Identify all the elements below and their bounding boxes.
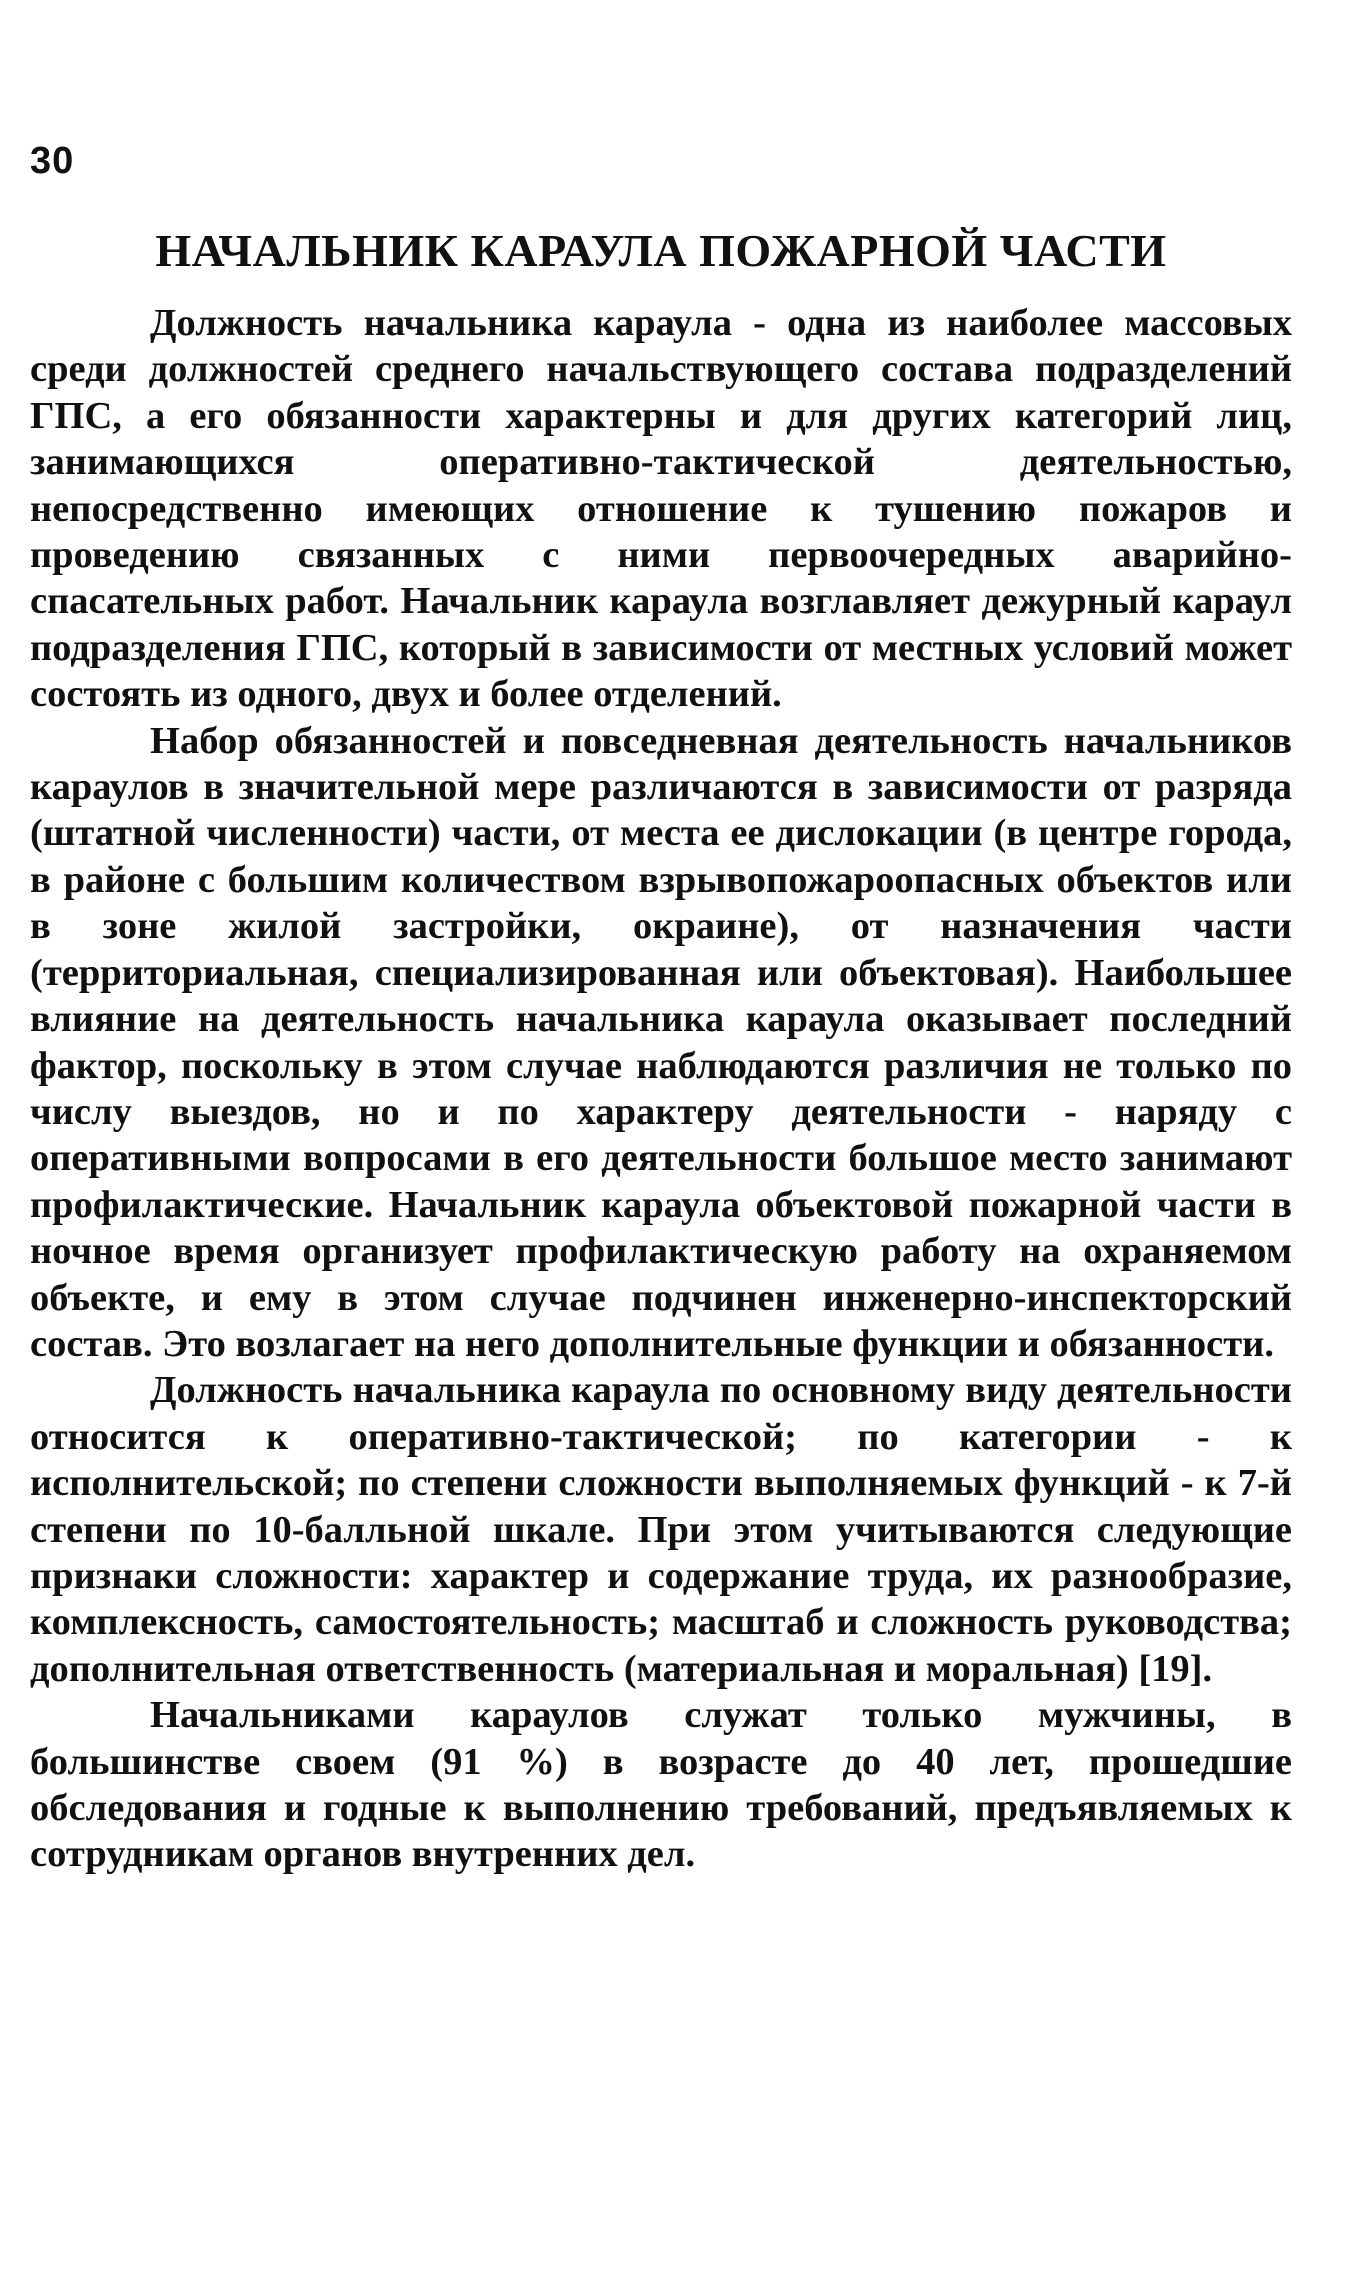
paragraph-4: Начальниками караулов служат только мужчины, в большинстве своем (91 %) в возрасте до 40 лет, прошедшие обследования и годные к выполнению требований, предъявляемых к сотрудникам органов внутренних дел. [30, 1694, 1292, 1876]
paragraph-2: Набор обязанностей и повседневная деятельность начальников караулов в значительной мере различаются в зависимости от разряда (штатной численности) части, от места ее дислокации (в центре города, в районе с большим количеством взрывопожароопасных объектов или в зоне жилой застройки, окраине), от назначения части (территориальная, специализированная или объектовая). Наибольшее влияние на деятельность начальника караула оказывает последний фактор, поскольку в этом случае наблюдаются различия не только по числу выездов, но и по характеру деятельности - наряду с оперативными вопросами в его деятельности большое место занимают профилактические. Начальник караула объектовой пожарной части в ночное время организует профилактическую работу на охраняемом объекте, и ему в этом случае подчинен инженерно-инспекторский состав. Это возлагает на него дополнительные функции и обязанности. [30, 719, 1292, 1365]
section-title: НАЧАЛЬНИК КАРАУЛА ПОЖАРНОЙ ЧАСТИ [155, 225, 1167, 276]
paragraph-1: Должность начальника караула - одна из наиболее массовых среди должностей среднего начальствующего состава подразделений ГПС, а его обязанности характерны и для других категорий лиц, занимающихся оперативно-тактической деятельностью, непосредственно имеющих отношение к тушению пожаров и проведению связанных с ними первоочередных аварийно-спасательных работ. Начальник караула возглавляет дежурный караул подразделения ГПС, который в зависимости от местных условий может состоять из одного, двух и более отделений. [30, 302, 1292, 716]
body-text [30, 300, 1292, 1878]
book-page [30, 0, 1292, 2282]
page-number: 30 [30, 140, 75, 182]
paragraph-3: Должность начальника караула по основному виду деятельности относится к оперативно-тактической; по категории - к исполнительской; по степени сложности выполняемых функций - к 7-й степени по 10-балльной шкале. При этом учитываются следующие признаки сложности: характер и содержание труда, их разнообразие, комплексность, самостоятельность; масштаб и сложность руководства; дополнительная ответственность (материальная и моральная) [19]. [30, 1369, 1292, 1690]
